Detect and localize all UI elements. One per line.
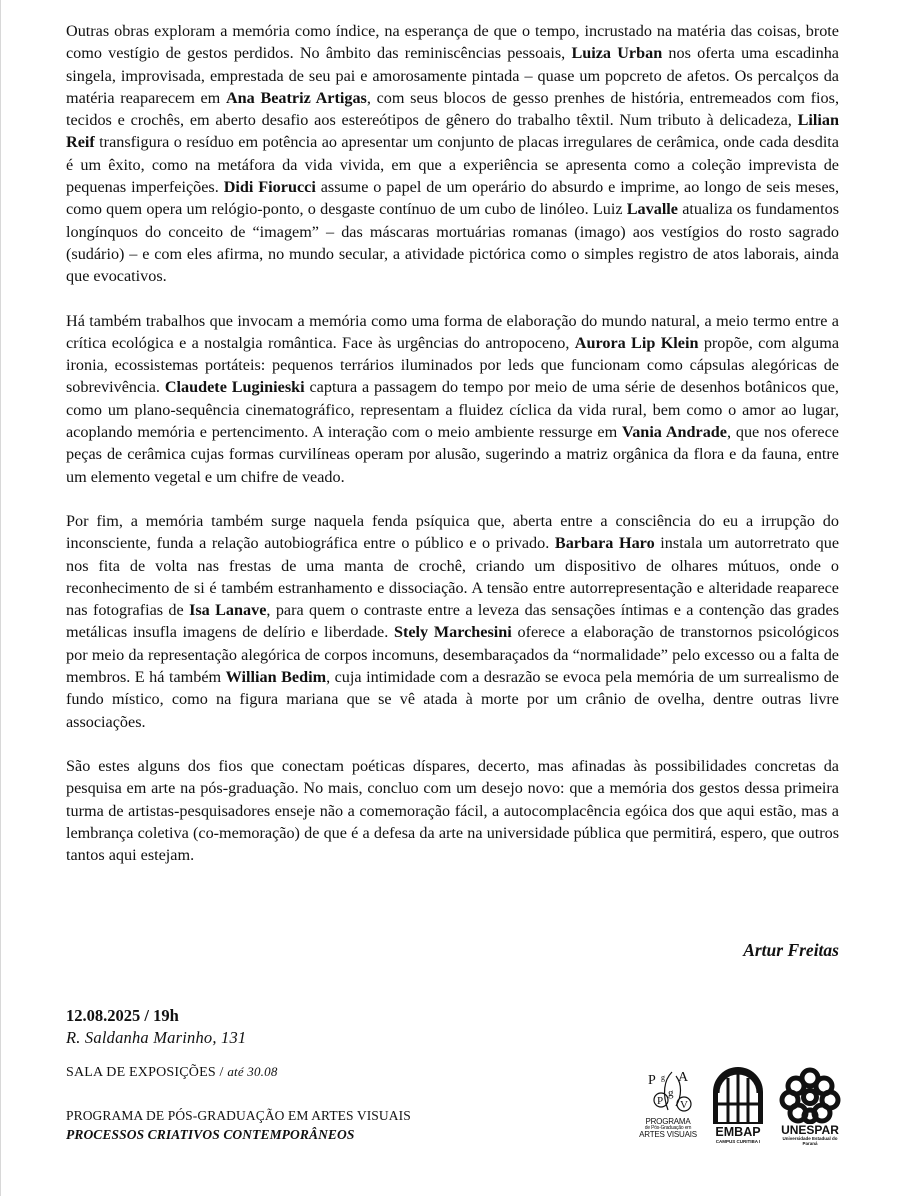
paragraph-text: , com seus blocos de gesso prenhes de história, entremeados com fios, tecidos e crochês, em aberto desafio aos estereótipos de gênero do trabalho têxtil. Num tributo à delicadeza, — [66, 88, 839, 130]
artist-name: Lavalle — [626, 200, 678, 219]
event-date-time: 12.08.2025 / 19h — [66, 1006, 179, 1025]
exhibition-until: até 30.08 — [227, 1064, 278, 1079]
unespar-caption-sub: Universidade Estadual do Paraná — [782, 1136, 838, 1146]
paragraph-text: Por fim, a memória também surge naquela fenda psíquica que, aberta entre a consciência do eu a irrupção do inconsciente, funda a relação autobiográfica entre o público e o privado. — [66, 511, 839, 553]
author-signature: Artur Freitas — [743, 940, 839, 960]
pgav-caption — [636, 1118, 700, 1139]
unespar-caption — [776, 1124, 844, 1146]
svg-text:P: P — [648, 1073, 656, 1088]
pgav-logo-icon — [636, 1066, 700, 1118]
paragraph-text: captura a passagem do tempo por meio de uma série de desenhos botânicos que, como um plano-sequência cinematográfico, representam a fluidez cíclica da vida rural, bem como o amor ao lugar, acoplando memória e pertencimento. A interação com o meio ambiente ressurge em — [66, 378, 839, 442]
paragraph-text: Outras obras exploram a memória como índice, na esperança de que o tempo, incrustado na matéria das coisas, brote como vestígio de gestos perdidos. No âmbito das reminiscências pessoais, — [66, 22, 839, 63]
essay-paragraph — [66, 510, 839, 733]
paragraph-text: atualiza os fundamentos longínquos do conceito de “imagem” – das máscaras mortuárias romanas (imago) aos vestígios do rosto sagrado (sudário) – e com eles afirma, no mundo secular, a atividade pictórica como o simples registro de atos laborais, ainda que evocativos. — [66, 200, 839, 286]
unespar-logo — [776, 1066, 844, 1146]
pgav-logo — [636, 1066, 700, 1139]
pgav-caption-line1: PROGRAMA — [645, 1117, 691, 1126]
paragraph-text: , para quem o contraste entre a leveza das sensações íntimas e a contenção das grades metálicas insufla imagens de delírio e liberdade. — [66, 601, 839, 642]
embap-caption — [706, 1126, 770, 1144]
artist-name: Willian Bedim — [225, 668, 327, 687]
essay-paragraph — [66, 310, 839, 488]
unespar-logo-icon — [776, 1066, 844, 1124]
pgav-caption-small: de Pós-Graduação em — [644, 1125, 692, 1131]
pgav-caption-line2: ARTES VISUAIS — [639, 1130, 697, 1139]
event-room — [66, 1064, 278, 1081]
svg-text:V: V — [680, 1099, 688, 1111]
artist-name: Aurora Lip Klein — [574, 333, 699, 352]
svg-text:g: g — [668, 1087, 674, 1099]
artist-name: Isa Lanave — [189, 601, 267, 620]
program-name: PROGRAMA DE PÓS-GRADUAÇÃO EM ARTES VISUAIS — [66, 1108, 411, 1123]
artist-name: Claudete Luginieski — [164, 378, 305, 397]
paragraph-text: nos oferta uma escadinha singela, improvisada, emprestada de seu pai e amorosamente pintada – quase um popcreto de afetos. Os percalços da matéria reaparecem em — [66, 44, 839, 107]
paragraph-text: instala um autorretrato que nos fita de volta nas frestas de uma manta de crochê, criando um dispositivo de olhares mútuos, onde o reconhecimento de si é também estranhamento e dissociação. A tensão entre autorrepresentação e alteridade reaparece nas fotografias de — [66, 534, 840, 620]
embap-caption-sub: CAMPUS CURITIBA I — [715, 1138, 761, 1144]
room-name: SALA DE EXPOSIÇÕES — [66, 1065, 216, 1080]
paragraph-text: Há também trabalhos que invocam a memória como uma forma de elaboração do mundo natural, a meio termo entre a crítica ecológica e a nostalgia romântica. Face às urgências do antropoceno, — [66, 311, 839, 352]
embap-logo — [706, 1066, 770, 1144]
embap-logo-icon — [706, 1066, 770, 1126]
svg-text:A: A — [678, 1070, 689, 1085]
unespar-caption-title: UNESPAR — [781, 1123, 839, 1137]
paragraph-text: assume o papel de um operário do absurdo e imprime, ao longo de seis meses, como quem opera um relógio-ponto, o desgaste contínuo de um cubo de linóleo. Luiz — [66, 178, 839, 219]
paragraph-text: propõe, com alguma ironia, ecossistemas portáteis: pequenos terrários iluminados por leds que funcionam como cápsulas alegóricas de sobrevivência. — [66, 333, 840, 397]
paragraph-text: , que nos oferece peças de cerâmica cujas formas curvilíneas operam por alusão, sugerindo a matriz orgânica da flora e da fauna, entre um elemento vegetal e um chifre de veado. — [66, 423, 839, 486]
artist-name: Barbara Haro — [554, 534, 655, 553]
paragraph-text: transfigura o resíduo em potência ao apresentar um conjunto de placas irregulares de cerâmica, onde cada desdita é um êxito, como na metáfora da vida vivida, em que a experiência se apresenta como a coleção imprevista de pequenas imperfeições. — [66, 133, 839, 197]
event-address: R. Saldanha Marinho, 131 — [66, 1028, 247, 1047]
essay-paragraph — [66, 755, 839, 866]
paragraph-text: oferece a elaboração de transtornos psicológicos por meio da representação alegórica de corpos incomuns, desembaraçados da “normalidade” pelo excesso ou a falta de membros. E há também — [66, 623, 839, 687]
svg-text:P: P — [657, 1095, 664, 1107]
institution-logos — [636, 1066, 846, 1146]
essay-paragraph — [66, 20, 839, 288]
embap-caption-title: EMBAP — [715, 1125, 761, 1139]
room-separator: / — [215, 1065, 228, 1080]
paragraph-text: São estes alguns dos fios que conectam poéticas díspares, decerto, mas afinadas às possibilidades concretas da pesquisa em arte na pós-graduação. No mais, concluo com um desejo novo: que a memória dos gestos dessa primeira turma de artistas-pesquisadores enseje não a comemoração fácil, a autocomplacência egóica dos que aqui estão, mas a lembrança coletiva (co-memoração) de que é a defesa da arte na universidade pública que permitirá, espero, que outros tantos aqui estejam. — [66, 756, 839, 865]
artist-name: Luiza Urban — [571, 44, 663, 63]
paragraph-text: , cuja intimidade com a desrazão se evoca pela memória de um surrealismo de fundo místico, como na figura mariana que se vê atada à morte por um crânio de ovelha, dentre outras livre associações. — [66, 668, 839, 731]
page-edge-divider — [0, 0, 1, 1196]
artist-name: Vania Andrade — [622, 423, 727, 442]
program-research-line: PROCESSOS CRIATIVOS CONTEMPORÂNEOS — [66, 1127, 355, 1142]
artist-name: Ana Beatriz Artigas — [225, 88, 367, 107]
artist-name: Lilian Reif — [66, 111, 839, 152]
artist-name: Stely Marchesini — [393, 623, 512, 642]
svg-text:g: g — [661, 1073, 665, 1082]
artist-name: Didi Fiorucci — [223, 178, 316, 197]
essay-body — [66, 20, 839, 888]
